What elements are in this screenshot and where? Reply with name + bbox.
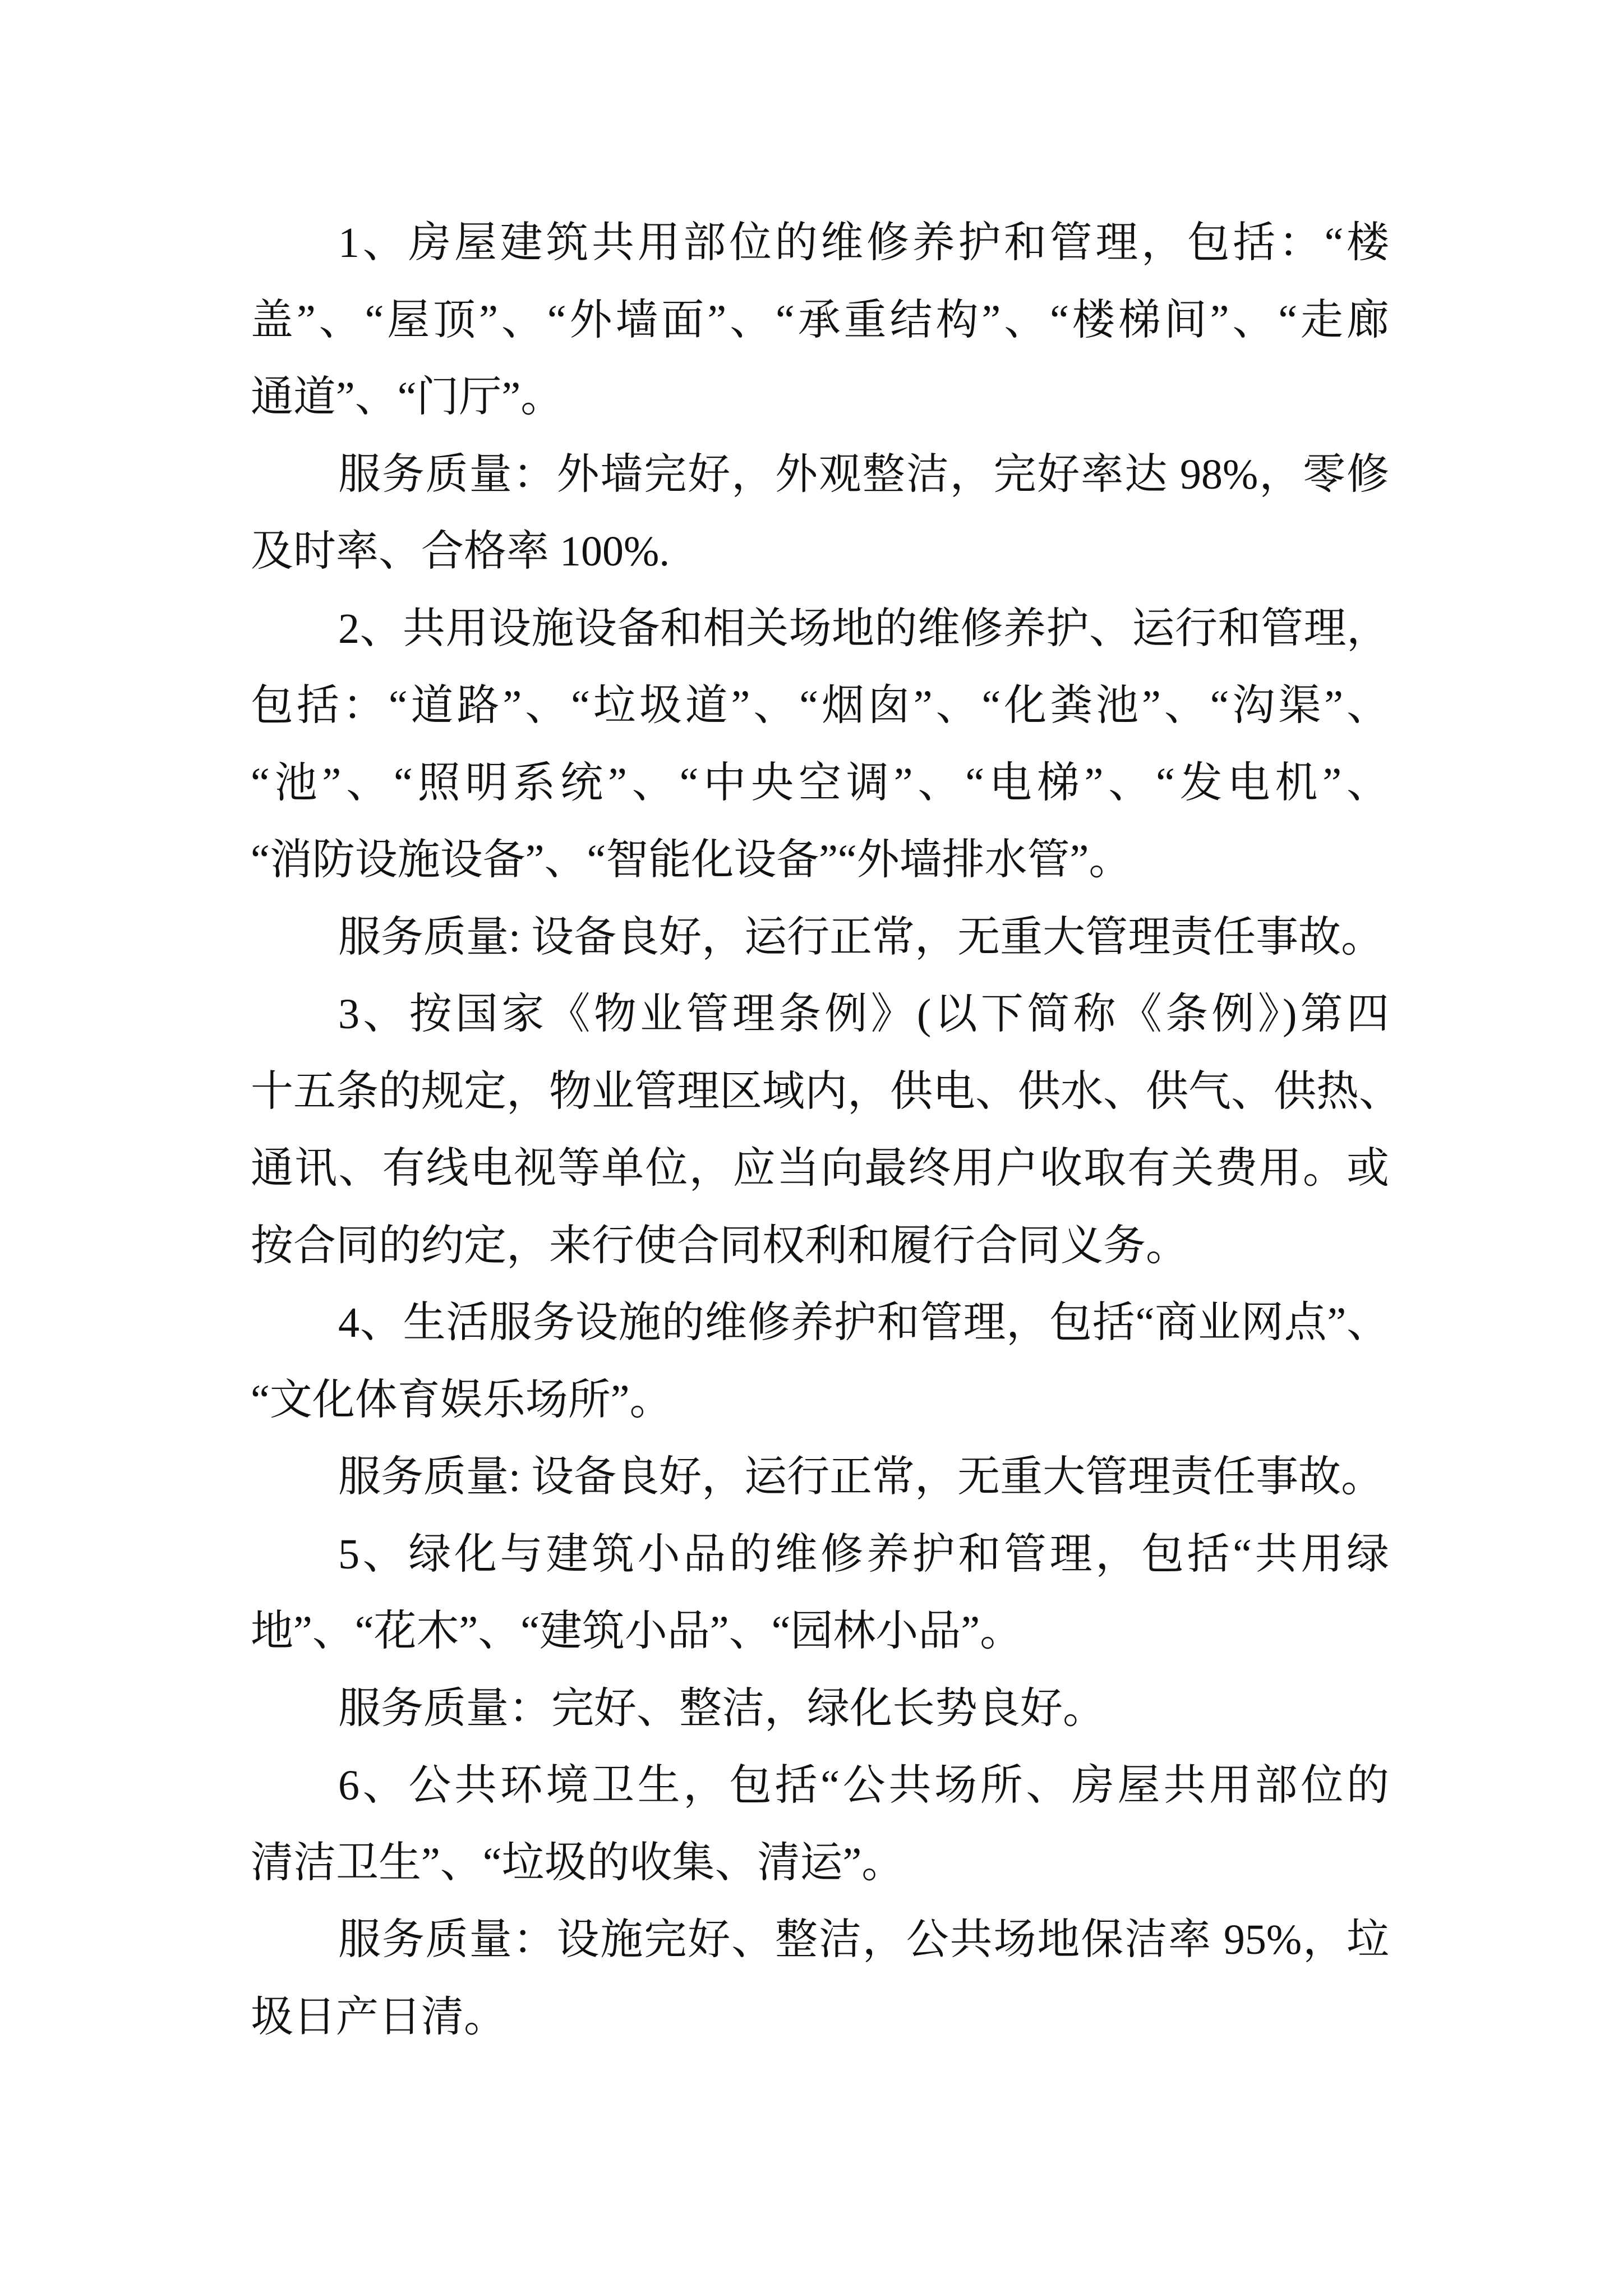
text-line: 服务质量: 设备良好，运行正常，无重大管理责任事故。 [338,913,1384,961]
text-line: “池”、“照明系统”、“中央空调”、“电梯”、“发电机”、 [251,759,1389,807]
text-line: 服务质量：外墙完好，外观整洁，完好率达 98%，零修 [338,450,1389,498]
document-body [251,205,1401,2056]
text-line: 通讯、有线电视等单位，应当向最终用户收取有关费用。或 [251,1145,1389,1192]
item-3-paragraph [251,976,1401,1285]
text-line: 包括：“道路”、“垃圾道”、“烟囱”、“化粪池”、“沟渠”、 [251,682,1389,729]
text-line: 十五条的规定，物业管理区域内，供电、供水、供气、供热、 [251,1068,1401,1115]
item-4-paragraph [251,1285,1389,1439]
text-line: 通道”、“门厅”。 [251,374,564,421]
text-line: 服务质量: 设备良好，运行正常，无重大管理责任事故。 [338,1453,1384,1501]
text-line: 圾日产日清。 [251,1993,506,2041]
text-line: 按合同的约定，来行使合同权利和履行合同义务。 [251,1222,1188,1269]
text-line: 服务质量：完好、整洁，绿化长势良好。 [338,1685,1105,1732]
text-line: 及时率、合格率 100%. [251,528,670,575]
text-line: 1、房屋建筑共用部位的维修养护和管理，包括：“楼 [338,219,1389,266]
item-1-paragraph [251,205,1389,436]
text-line: 服务质量：设施完好、整洁，公共场地保洁率 95%，垃 [338,1916,1389,1963]
text-line: 3、按国家《物业管理条例》(以下简称《条例》)第四 [338,991,1389,1038]
text-line: 盖”、“屋顶”、“外墙面”、“承重结构”、“楼梯间”、“走廊 [251,296,1389,344]
text-line: “消防设施设备”、“智能化设备”“外墙排水管”。 [251,836,1132,884]
text-line: 2、共用设施设备和相关场地的维修养护、运行和管理， [338,605,1389,652]
service-quality-paragraph [251,1671,1389,1748]
item-2-paragraph [251,591,1389,899]
text-line: 6、公共环境卫生，包括“公共场所、房屋共用部位的 [338,1762,1389,1809]
text-line: 清洁卫生”、“垃圾的收集、清运”。 [251,1839,905,1887]
text-line: 5、绿化与建筑小品的维修养护和管理，包括“共用绿 [338,1530,1389,1578]
text-line: 4、生活服务设施的维修养护和管理，包括“商业网点”、 [338,1299,1389,1346]
service-quality-paragraph [251,436,1389,591]
service-quality-paragraph [251,1439,1389,1516]
text-line: 地”、“花木”、“建筑小品”、“园林小品”。 [251,1608,1023,1655]
item-6-paragraph [251,1747,1389,1902]
text-line: “文化体育娱乐场所”。 [251,1376,672,1424]
service-quality-paragraph [251,1902,1389,2056]
service-quality-paragraph [251,899,1389,977]
item-5-paragraph [251,1516,1389,1671]
